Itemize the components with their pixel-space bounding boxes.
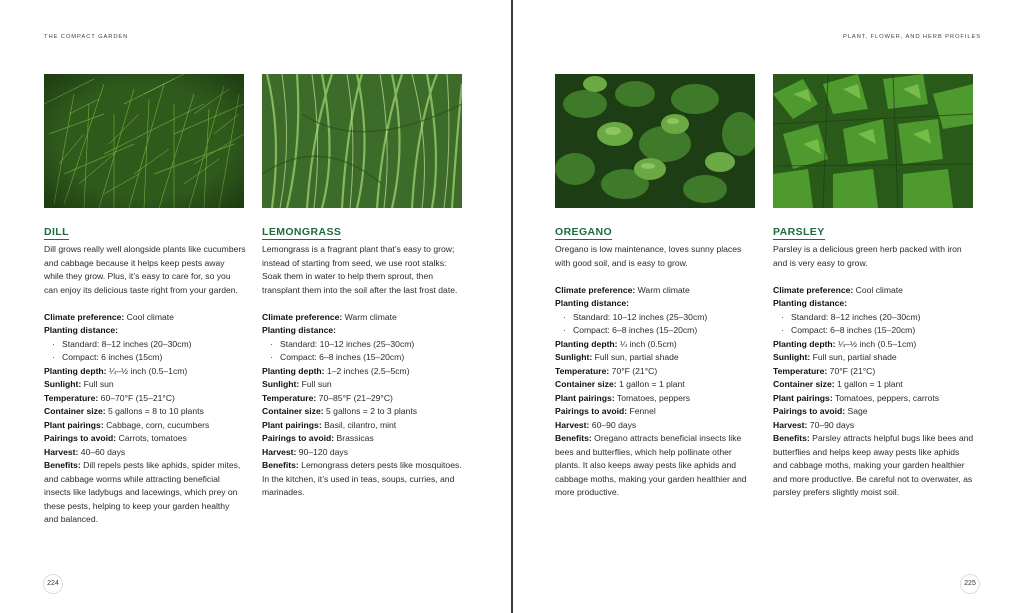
- depth-row: Planting depth: ¼ inch (0.5cm): [555, 338, 677, 349]
- profile-title: DILL: [44, 226, 69, 238]
- depth-row: Planting depth: ¼–½ inch (0.5–1cm): [773, 338, 917, 349]
- profile-intro: Lemongrass is a fragrant plant that’s easy to grow; instead of starting from seed, we use root stalks: Soak them in water to help them sprout, then transplant them into the soil after the last frost date.: [262, 244, 458, 295]
- standard-row: · Standard: 8–12 inches (20–30cm): [52, 338, 192, 349]
- standard-row: · Standard: 10–12 inches (25–30cm): [270, 338, 415, 349]
- distance-row: Planting distance:: [555, 298, 630, 308]
- compact-row: · Compact: 6–8 inches (15–20cm): [270, 352, 405, 362]
- harvest-row: Harvest: 40–60 days: [44, 446, 126, 457]
- page-number-left: 224: [43, 574, 63, 594]
- profile-intro: Dill grows really well alongside plants like cucumbers and cabbage because it helps keep pests away while they grow. Plus, it’s easy to care for, so you can enjoy its delicious taste right from your garden.: [44, 244, 246, 295]
- right-page: [513, 0, 1024, 613]
- lemongrass-profile: [262, 224, 464, 500]
- standard-row: · Standard: 10–12 inches (25–30cm): [563, 311, 708, 322]
- sunlight-row: Sunlight: Full sun, partial shade: [555, 352, 679, 362]
- depth-row: Planting depth: 1–2 inches (2.5–5cm): [262, 365, 410, 376]
- distance-row: Planting distance:: [773, 298, 848, 308]
- pairings-row: Plant pairings: Cabbage, corn, cucumbers: [44, 419, 210, 430]
- pairings-row: Plant pairings: Basil, cilantro, mint: [262, 419, 397, 430]
- harvest-row: Harvest: 60–90 days: [555, 419, 637, 430]
- benefits-row: Benefits: Lemongrass deters pests like mosquitoes. In the kitchen, it’s used in teas, soups, curries, and marinades.: [262, 460, 462, 497]
- temperature-row: Temperature: 70–85°F (21–29°C): [262, 392, 393, 403]
- harvest-row: Harvest: 70–90 days: [773, 419, 855, 430]
- container-row: Container size: 1 gallon = 1 plant: [555, 379, 685, 389]
- harvest-row: Harvest: 90–120 days: [262, 446, 349, 457]
- temperature-row: Temperature: 60–70°F (15–21°C): [44, 392, 175, 403]
- benefits-row: Benefits: Oregano attracts beneficial insects like bees and butterflies, which help pollinate other plants. It also keeps away pests like aphids and cabbage moths, making your garden healthier and more productive.: [555, 433, 747, 497]
- profile-intro: Parsley is a delicious green herb packed with iron and is very easy to grow.: [773, 244, 962, 268]
- page-number-right: 225: [960, 574, 980, 594]
- profile-title: OREGANO: [555, 226, 613, 238]
- sunlight-row: Sunlight: Full sun, partial shade: [773, 352, 897, 362]
- depth-row: Planting depth: ¼–½ inch (0.5–1cm): [44, 365, 188, 376]
- climate-row: Climate preference: Warm climate: [555, 284, 690, 295]
- benefits-row: Benefits: Parsley attracts helpful bugs like bees and butterflies and helps keep away pests like aphids and cabbage moths, making your garden healthier and more productive. Be careful not to overwater, as parsley prefers slightly moist soil.: [773, 433, 974, 497]
- compact-row: · Compact: 6–8 inches (15–20cm): [781, 325, 916, 335]
- avoid-row: Pairings to avoid: Carrots, tomatoes: [44, 433, 187, 443]
- compact-row: · Compact: 6 inches (15cm): [52, 352, 163, 362]
- running-header-right: PLANT, FLOWER, AND HERB PROFILES: [843, 34, 981, 40]
- container-row: Container size: 5 gallons = 2 to 3 plants: [262, 406, 418, 416]
- container-row: Container size: 5 gallons = 8 to 10 plants: [44, 406, 204, 416]
- climate-row: Climate preference: Warm climate: [262, 311, 397, 322]
- profile-title: LEMONGRASS: [262, 226, 342, 238]
- climate-row: Climate preference: Cool climate: [44, 311, 174, 322]
- sunlight-row: Sunlight: Full sun: [262, 379, 332, 389]
- avoid-row: Pairings to avoid: Sage: [773, 406, 868, 416]
- dill-photo: [44, 74, 244, 208]
- avoid-row: Pairings to avoid: Fennel: [555, 406, 656, 416]
- pairings-row: Plant pairings: Tomatoes, peppers, carrots: [773, 392, 940, 403]
- distance-row: Planting distance:: [44, 325, 119, 335]
- dill-profile: [44, 224, 246, 527]
- temperature-row: Temperature: 70°F (21°C): [555, 365, 658, 376]
- parsley-photo: [773, 74, 973, 208]
- sunlight-row: Sunlight: Full sun: [44, 379, 114, 389]
- temperature-row: Temperature: 70°F (21°C): [773, 365, 876, 376]
- climate-row: Climate preference: Cool climate: [773, 284, 903, 295]
- compact-row: · Compact: 6–8 inches (15–20cm): [563, 325, 698, 335]
- profile-intro: Oregano is low maintenance, loves sunny places with good soil, and is easy to grow.: [555, 244, 742, 268]
- left-page: [0, 0, 511, 613]
- container-row: Container size: 1 gallon = 1 plant: [773, 379, 903, 389]
- standard-row: · Standard: 8–12 inches (20–30cm): [781, 311, 921, 322]
- distance-row: Planting distance:: [262, 325, 337, 335]
- avoid-row: Pairings to avoid: Brassicas: [262, 433, 374, 443]
- profile-title: PARSLEY: [773, 226, 825, 238]
- benefits-row: Benefits: Dill repels pests like aphids, spider mites, and cabbage worms while attracting beneficial insects like ladybugs and lacewings, which prey on these pests, helping to keep your garden healthy and balanced.: [44, 460, 241, 524]
- parsley-profile: [773, 224, 975, 500]
- running-header-left: THE COMPACT GARDEN: [44, 34, 129, 40]
- lemongrass-photo: [262, 74, 462, 208]
- oregano-profile: [555, 224, 757, 500]
- oregano-photo: [555, 74, 755, 208]
- pairings-row: Plant pairings: Tomatoes, peppers: [555, 392, 691, 403]
